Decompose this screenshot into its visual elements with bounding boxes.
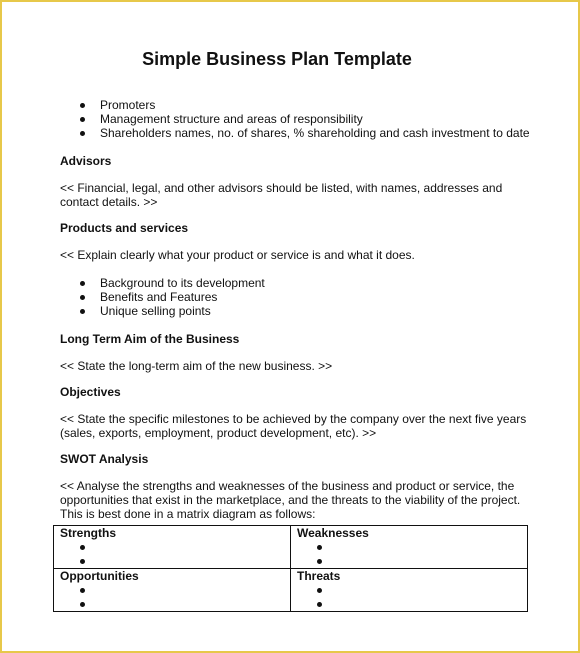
- products-text: << Explain clearly what your product or service is and what it does.: [60, 248, 415, 262]
- list-item: [60, 583, 284, 597]
- advisors-heading: Advisors: [60, 154, 112, 168]
- advisors-text: << Financial, legal, and other advisors should be listed, with names, addresses and contact details. >>: [60, 181, 503, 209]
- swot-cell-threats: [291, 569, 528, 612]
- swot-heading: SWOT Analysis: [60, 452, 149, 466]
- list-item: Promoters: [60, 98, 530, 112]
- strengths-label: Strengths: [60, 526, 117, 540]
- list-item: [297, 597, 521, 611]
- opportunities-label: Opportunities: [60, 569, 139, 583]
- objectives-text: << State the specific milestones to be achieved by the company over the next five years (sales, exports, employment, product development, etc). >>: [60, 412, 527, 440]
- list-item: [60, 540, 284, 554]
- opportunities-bullets: [60, 583, 284, 611]
- list-item: Background to its development: [60, 276, 265, 290]
- swot-cell-weaknesses: [291, 526, 528, 569]
- swot-cell-opportunities: [54, 569, 291, 612]
- long-term-text: << State the long-term aim of the new business. >>: [60, 359, 333, 373]
- list-item: Benefits and Features: [60, 290, 265, 304]
- swot-matrix: [53, 525, 528, 612]
- document-page: [2, 2, 578, 651]
- list-item: [297, 540, 521, 554]
- list-item: [60, 597, 284, 611]
- list-item: [60, 554, 284, 568]
- list-item: [297, 583, 521, 597]
- long-term-heading: Long Term Aim of the Business: [60, 332, 240, 346]
- page-title: Simple Business Plan Template: [142, 49, 412, 69]
- management-list: [60, 98, 530, 140]
- swot-cell-strengths: [54, 526, 291, 569]
- list-item: [297, 554, 521, 568]
- strengths-bullets: [60, 540, 284, 568]
- products-list: [60, 276, 265, 318]
- list-item: Shareholders names, no. of shares, % shareholding and cash investment to date: [60, 126, 530, 140]
- list-item: Unique selling points: [60, 304, 265, 318]
- weaknesses-label: Weaknesses: [297, 526, 369, 540]
- threats-label: Threats: [297, 569, 341, 583]
- weaknesses-bullets: [297, 540, 521, 568]
- objectives-heading: Objectives: [60, 385, 121, 399]
- products-heading: Products and services: [60, 221, 189, 235]
- swot-text: << Analyse the strengths and weaknesses of the business and product or service, the opportunities that exist in the marketplace, and the threats to the viability of the project. This is best done in a matrix diagram as follows:: [60, 479, 521, 521]
- list-item: Management structure and areas of responsibility: [60, 112, 530, 126]
- threats-bullets: [297, 583, 521, 611]
